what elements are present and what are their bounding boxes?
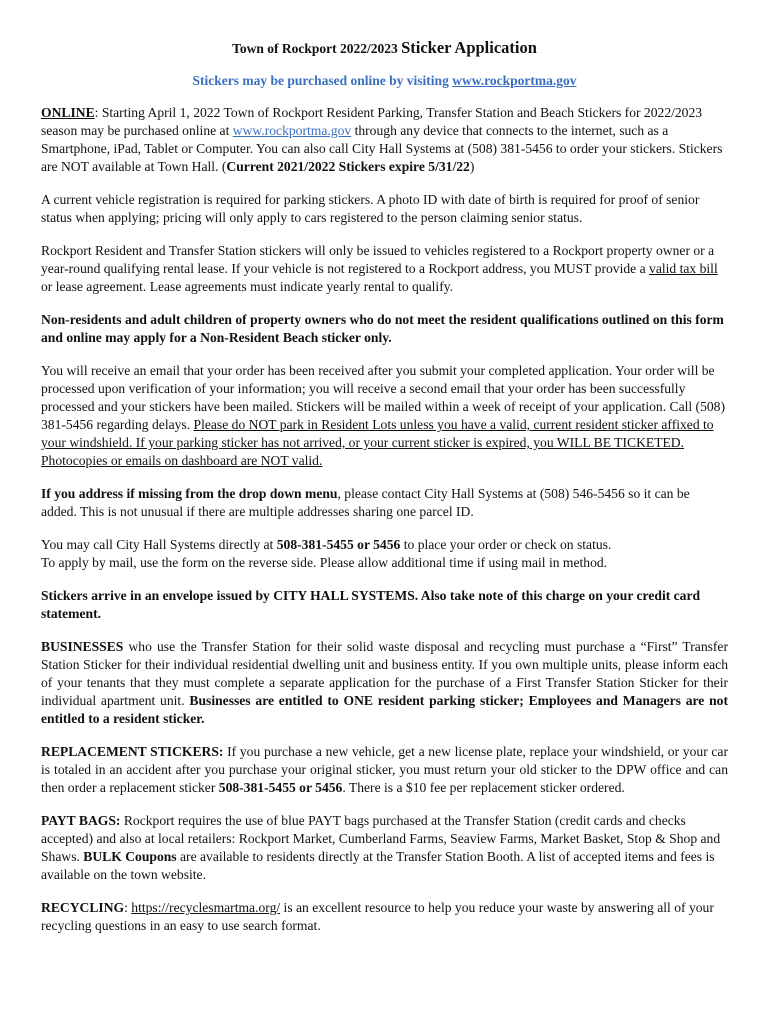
address-paragraph: If you address if missing from the drop down menu, please contact City Hall Systems at (508) 546-5456 so it can be added. This is not unusual if there are multiple addresses sharing one parcel ID. [41,486,690,519]
call-paragraph: You may call City Hall Systems directly at 508-381-5455 or 5456 to place your order or check on status. To apply by mail, use the form on the reverse side. Please allow additional time if using mail in method. [41,537,612,570]
tax-bill-text: valid tax bill [649,261,718,276]
online-paragraph: ONLINE: Starting April 1, 2022 Town of Rockport Resident Parking, Transfer Station and Beach Stickers for 2022/2023 season may be purchased online at www.rockportma.gov through any device that connects to the internet, such as a Smartphone, iPad, Tablet or Computer. You can also call City Hall Systems at (508) 381-5456 to order your stickers. Stickers are NOT available at Town Hall. (Current 2021/2022 Stickers expire 5/31/22) [41,105,723,174]
subtitle [41,73,728,89]
businesses-label: BUSINESSES [41,639,124,654]
email-paragraph: You will receive an email that your order has been received after you submit your completed application. Your order will be processed upon verification of your information; you will receive a second email that your order has been successfully processed and your stickers have been mailed. Stickers will be mailed within a week of receipt of your application. Call (508) 381-5456 regarding delays. Please do NOT park in Resident Lots unless you have a valid, current resident sticker affixed to your windshield. If your parking sticker has not arrived, or your current sticker is expired, you WILL BE TICKETED. Photocopies or emails on dashboard are NOT valid. [41,363,726,468]
payt-label: PAYT BAGS: [41,813,121,828]
online-label: ONLINE [41,105,95,120]
title-prefix: Town of Rockport 2022/2023 [232,41,402,56]
replacement-label: REPLACEMENT STICKERS: [41,744,224,759]
website-link[interactable]: www.rockportma.gov [452,73,577,88]
payt-paragraph: PAYT BAGS: Rockport requires the use of blue PAYT bags purchased at the Transfer Station (credit cards and checks accepted) and also at local retailers: Rockport Market, Cumberland Farms, Seaview Farms, Market Basket, Stop & Shop and Shaws. BULK Coupons are available to residents directly at the Transfer Station Booth. A list of accepted items and fees is available on the town website. [41,813,721,882]
resident-paragraph: Rockport Resident and Transfer Station stickers will only be issued to vehicles registered to a Rockport property owner or a year-round qualifying rental lease. If your vehicle is not registered to a Rockport address, you MUST provide a valid tax bill or lease agreement. Lease agreements must indicate yearly rental to qualify. [41,243,718,294]
ticket-warning: Please do NOT park in Resident Lots unless you have a valid, current resident sticker affixed to your windshield. If your parking sticker has not arrived, or your current sticker is expired, you WILL BE TICKETED. Photocopies or emails on dashboard are NOT valid. [41,417,714,468]
registration-paragraph: A current vehicle registration is required for parking stickers. A photo ID with date of birth is required for proof of senior status when applying; pricing will only apply to cars registered to the person claiming senior status. [41,192,700,225]
replacement-paragraph: REPLACEMENT STICKERS: If you purchase a new vehicle, get a new license plate, replace your windshield, or your car is totaled in an accident after you purchase your original sticker, you must return your old sticker to the DPW office and can then order a replacement sticker 508-381-5455 or 5456. There is a $10 fee per replacement sticker ordered. [41,744,728,795]
nonresident-paragraph: Non-residents and adult children of property owners who do not meet the resident qualifications outlined on this form and online may apply for a Non-Resident Beach sticker only. [41,312,724,345]
expiry-notice: Current 2021/2022 Stickers expire 5/31/22 [226,159,470,174]
phone-numbers: 508-381-5455 or 5456 [276,537,401,552]
recycling-paragraph: RECYCLING: https://recyclesmartma.org/ is an excellent resource to help you reduce your waste by answering all of your recycling questions in an easy to use search format. [41,900,714,933]
recycling-link[interactable]: https://recyclesmartma.org/ [131,900,281,915]
businesses-paragraph: BUSINESSES who use the Transfer Station for their solid waste disposal and recycling must purchase a “First” Transfer Station Sticker for their individual residential dwelling unit and business entity. If you own multiple units, please inform each of your tenants that they must complete a separate application for the purchase of a First Transfer Station Sticker for their individual apartment unit. Businesses are entitled to ONE resident parking sticker; Employees and Managers are not entitled to a resident sticker. [41,639,728,726]
page-title [41,38,728,58]
subtitle-text: Stickers may be purchased online by visiting [192,73,453,88]
title-suffix: Sticker Application [401,38,537,57]
online-website-link[interactable]: www.rockportma.gov [232,123,352,138]
envelope-paragraph: Stickers arrive in an envelope issued by CITY HALL SYSTEMS. Also take note of this charge on your credit card statement. [41,588,701,621]
recycling-label: RECYCLING [41,900,125,915]
